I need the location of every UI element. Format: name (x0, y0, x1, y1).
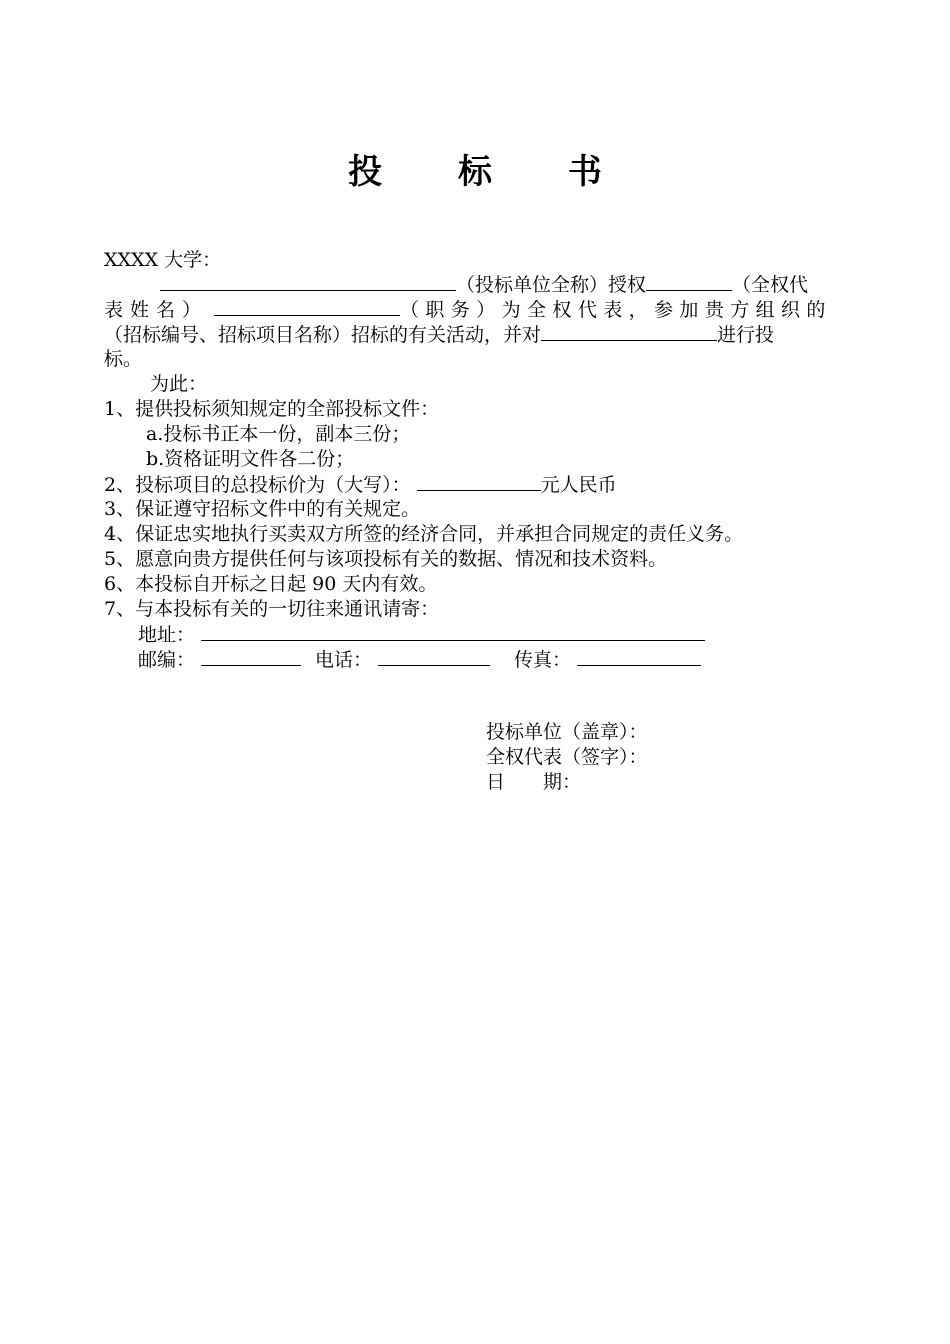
bidder-seal-label: 投标单位（盖章）： (486, 721, 648, 743)
intro-text: 为此： (150, 373, 208, 395)
para1-line1-text-b: （全权代 (732, 274, 809, 296)
item-1a: a.投标书正本一份，副本三份； (146, 423, 411, 445)
blank-project[interactable] (541, 322, 717, 341)
blank-fax[interactable] (577, 647, 701, 666)
postcode-label: 邮编： (138, 649, 196, 671)
para1-line1-text-a: （投标单位全称）授权 (456, 274, 647, 296)
blank-address[interactable] (201, 622, 705, 641)
blank-position[interactable] (214, 297, 400, 316)
para1-line2 (104, 297, 832, 323)
item-2 (104, 472, 617, 498)
addressee: XXXX 大学： (104, 249, 222, 271)
item-2-text-a: 2、投标项目的总投标价为（大写）： (104, 474, 411, 496)
item-1: 1、提供投标须知规定的全部投标文件： (104, 398, 440, 420)
para1-line2-text-b: （职务）为全权代表，参加贵方组织的 (400, 299, 832, 321)
para1-line3-text-b: 进行投 (717, 324, 775, 346)
blank-bidder-name[interactable] (160, 272, 456, 291)
item-2-text-b: 元人民币 (540, 474, 617, 496)
para1-line2-text-a: 表姓名） (104, 299, 209, 321)
representative-signature-label: 全权代表（签字）： (486, 746, 648, 768)
item-5: 5、愿意向贵方提供任何与该项投标有关的数据、情况和技术资料。 (104, 548, 668, 570)
fax-label: 传真： (514, 649, 572, 671)
item-4: 4、保证忠实地执行买卖双方所签的经济合同，并承担合同规定的责任义务。 (104, 523, 744, 545)
para1-line3-text-a: （招标编号、招标项目名称）招标的有关活动，并对 (104, 324, 542, 346)
blank-representative-name[interactable] (646, 272, 732, 291)
phone-label: 电话： (315, 649, 373, 671)
para1-line3 (104, 322, 774, 348)
document-title: 投 标 书 (348, 152, 634, 192)
blank-postcode[interactable] (201, 647, 301, 666)
date-label: 日 期： (486, 771, 582, 793)
blank-phone[interactable] (378, 647, 490, 666)
para1-line1 (104, 272, 808, 298)
blank-total-price[interactable] (417, 472, 541, 491)
item-3: 3、保证遵守招标文件中的有关规定。 (104, 498, 421, 520)
address-row (138, 622, 705, 648)
item-6: 6、本投标自开标之日起 90 天内有效。 (104, 573, 438, 595)
address-label: 地址： (138, 624, 196, 646)
contact-row (138, 647, 701, 673)
para1-line4: 标。 (104, 348, 143, 370)
item-7: 7、与本投标有关的一切往来通讯请寄： (104, 598, 440, 620)
item-1b: b.资格证明文件各二份； (146, 448, 355, 470)
